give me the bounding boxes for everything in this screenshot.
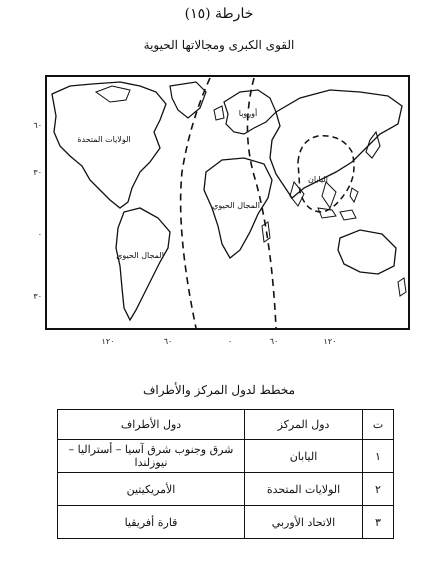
table-header-row [58, 410, 394, 440]
table-row [58, 506, 394, 539]
map-title: خارطة (١٥) [184, 6, 254, 22]
core-periphery-table [57, 409, 394, 539]
table-caption: مخطط لدول المركز والأطراف [142, 383, 296, 397]
map-subtitle: القوى الكبرى ومجالاتها الحيوية [143, 38, 295, 52]
header-periphery: دول الأطراف [58, 410, 245, 440]
australia-outline [338, 230, 396, 274]
row-core: اليابان [245, 440, 363, 473]
row-number: ٣ [363, 506, 394, 539]
indochina-outline [322, 182, 336, 208]
arctic-islands-outline [96, 86, 130, 102]
table-row [58, 440, 394, 473]
lat-label-60n: ٦٠ [33, 121, 42, 130]
lon-label-120e: ١٢٠ [323, 337, 337, 346]
label-usa: الولايات المتحدة [77, 135, 131, 144]
new-zealand-outline [398, 278, 406, 296]
lat-label-30n: ٣٠ [33, 168, 42, 177]
lon-label-60e: ٦٠ [269, 337, 279, 346]
row-periphery: الأمريكيتين [58, 473, 245, 506]
label-americas-sphere: المجال الحيوي [116, 251, 164, 260]
label-europe: أوروبا [238, 109, 258, 118]
label-japan-sphere: اليابان [307, 175, 329, 184]
world-map [0, 62, 438, 354]
greenland-outline [170, 82, 206, 118]
row-number: ٢ [363, 473, 394, 506]
south-america-outline [116, 208, 170, 320]
lon-label-120w: ١٢٠ [101, 337, 115, 346]
header-number: ت [363, 410, 394, 440]
row-core: الاتحاد الأوربي [245, 506, 363, 539]
lat-label-0: ٠ [37, 230, 42, 239]
header-core: دول المركز [245, 410, 363, 440]
asia-sphere-boundary [298, 136, 354, 212]
britain-outline [214, 106, 224, 120]
label-africa-sphere: المجال الحيوي [212, 201, 260, 210]
row-number: ١ [363, 440, 394, 473]
lat-label-30s: ٣٠ [33, 292, 42, 301]
lon-label-60w: ٦٠ [163, 337, 173, 346]
southeast-asia-islands-outline [318, 188, 358, 220]
row-periphery: شرق وجنوب شرق آسيا – أستراليا – نيوزلندا [58, 440, 245, 473]
row-periphery: قارة أفريقيا [58, 506, 245, 539]
table-row [58, 473, 394, 506]
row-core: الولايات المتحدة [245, 473, 363, 506]
asia-outline [270, 90, 402, 198]
lon-label-0: ٠ [227, 337, 233, 346]
